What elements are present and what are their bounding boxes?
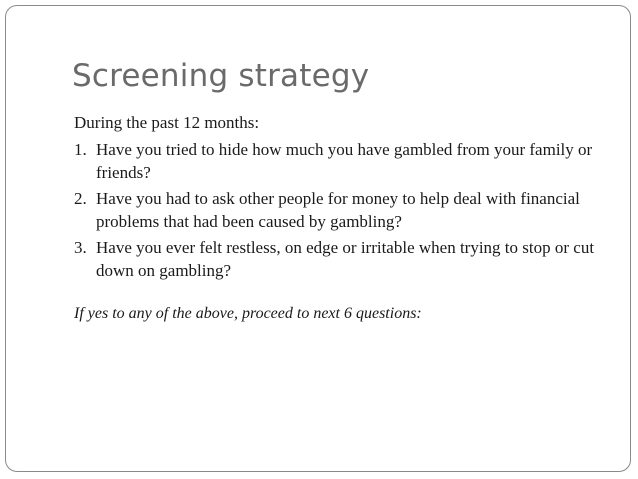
question-text: Have you tried to hide how much you have gambled from your family or friends? (96, 140, 593, 182)
question-text: Have you had to ask other people for money to help deal with financial problems that had been caused by gambling? (96, 189, 580, 231)
question-item (74, 187, 619, 233)
slide-title: Screening strategy (72, 58, 370, 94)
question-item (74, 138, 619, 184)
question-number: 3. (74, 238, 87, 257)
question-number: 1. (74, 140, 87, 159)
slide-body (74, 111, 619, 325)
intro-text: During the past 12 months: (74, 113, 260, 132)
question-number: 2. (74, 189, 87, 208)
instruction-note: If yes to any of the above, proceed to next 6 questions: (74, 305, 422, 322)
slide (5, 5, 631, 472)
question-text: Have you ever felt restless, on edge or irritable when trying to stop or cut down on gambling? (96, 238, 595, 280)
question-item (74, 236, 619, 282)
